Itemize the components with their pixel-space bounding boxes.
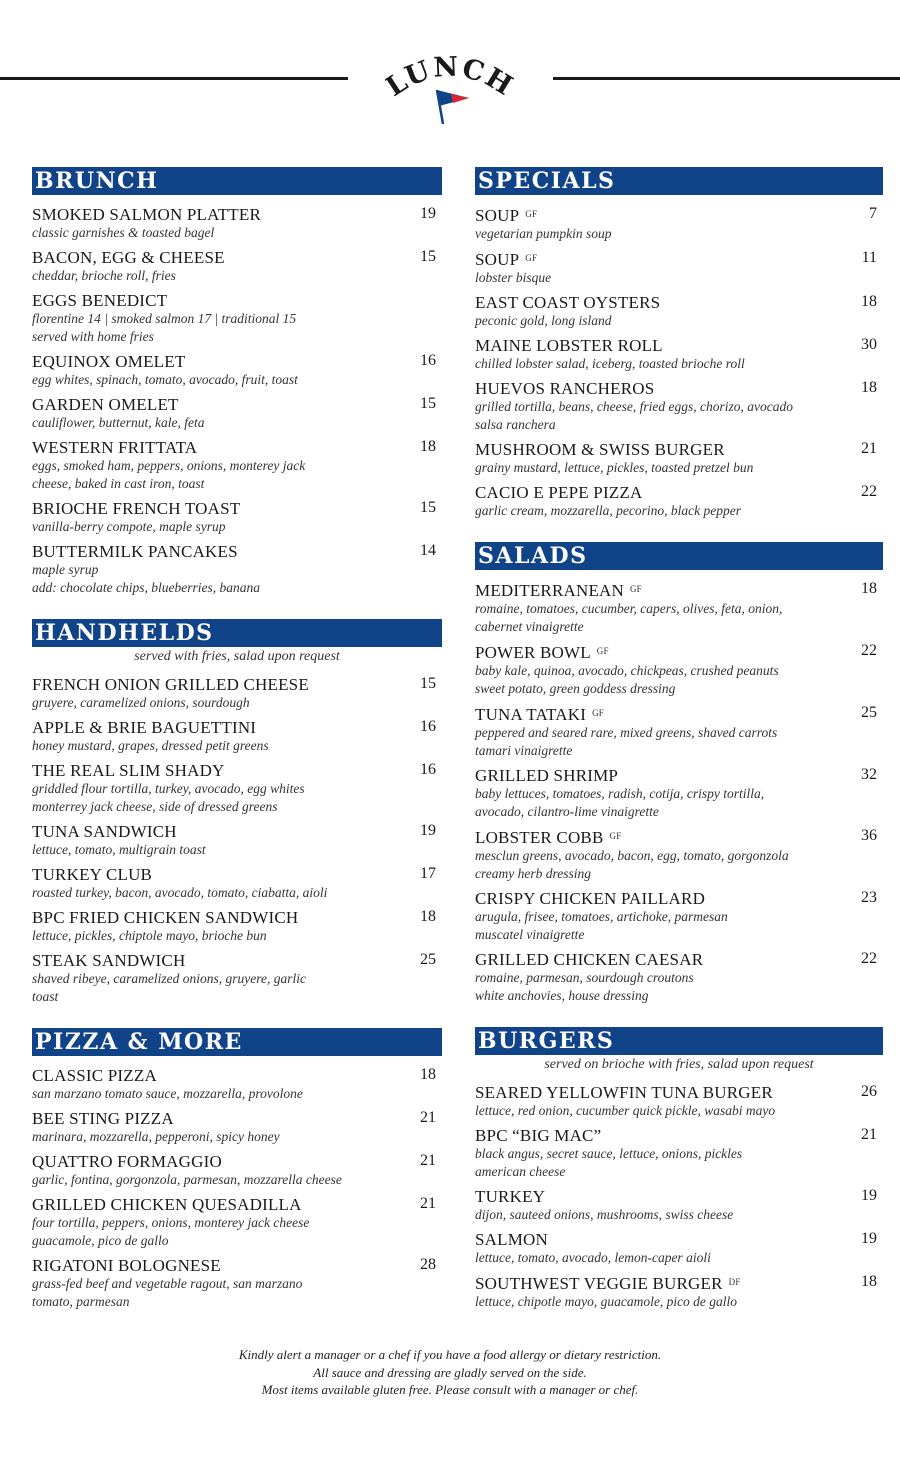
- item-name: BACON, EGG & CHEESE: [32, 248, 225, 267]
- item-name-line: [32, 865, 402, 884]
- item-description: mesclun greens, avocado, bacon, egg, tomato, gorgonzola: [475, 848, 789, 863]
- item-description: american cheese: [475, 1164, 566, 1179]
- item-name-line: [32, 1066, 402, 1085]
- item-price: 26: [861, 1083, 877, 1100]
- item-description: marinara, mozzarella, pepperoni, spicy honey: [32, 1129, 280, 1144]
- item-description: roasted turkey, bacon, avocado, tomato, ciabatta, aioli: [32, 885, 328, 900]
- section-title: HANDHELDS: [32, 619, 442, 647]
- item-description: grainy mustard, lettuce, pickles, toasted pretzel bun: [475, 460, 754, 475]
- item-description: guacamole, pico de gallo: [32, 1233, 169, 1248]
- item-name-line: [475, 440, 843, 459]
- item-price: 23: [861, 889, 877, 906]
- item-name-line: [32, 542, 402, 561]
- item-description: cabernet vinaigrette: [475, 619, 584, 634]
- item-name: SALMON: [475, 1230, 548, 1249]
- item-name: EAST COAST OYSTERS: [475, 293, 661, 312]
- item-name: FRENCH ONION GRILLED CHEESE: [32, 675, 309, 694]
- lunch-logo: [385, 52, 515, 132]
- item-name: TUNA TATAKI: [475, 705, 587, 724]
- logo-title: UNC: [401, 52, 490, 93]
- item-description: honey mustard, grapes, dressed petit greens: [32, 738, 269, 753]
- item-name: BPC “BIG MAC”: [475, 1126, 602, 1145]
- menu-item: [32, 718, 442, 755]
- section-subtitle: served on brioche with fries, salad upon request: [544, 1057, 814, 1072]
- item-price: 15: [420, 675, 436, 692]
- item-price: 19: [861, 1187, 877, 1204]
- item-name-line: [32, 718, 402, 737]
- item-name-line: [32, 1256, 402, 1275]
- item-price: 18: [861, 1273, 877, 1290]
- item-description: chilled lobster salad, iceberg, toasted brioche roll: [475, 356, 745, 371]
- section-subtitle: served with fries, salad upon request: [134, 649, 340, 664]
- menu-item: [475, 293, 883, 330]
- item-name-line: [475, 704, 843, 724]
- item-name: CRISPY CHICKEN PAILLARD: [475, 889, 706, 908]
- menu-item: [475, 379, 883, 434]
- item-description: monterrey jack cheese, side of dressed greens: [32, 799, 278, 814]
- item-description: egg whites, spinach, tomato, avocado, fruit, toast: [32, 372, 298, 387]
- right-column: [475, 167, 883, 1333]
- item-description: maple syrup: [32, 562, 99, 577]
- item-price: 18: [420, 908, 436, 925]
- menu-item: [32, 908, 442, 945]
- item-price: 28: [420, 1256, 436, 1273]
- item-name: POWER BOWL: [475, 643, 591, 662]
- item-name-line: [32, 675, 402, 694]
- section-title: PIZZA & MORE: [32, 1028, 442, 1056]
- item-description: sweet potato, green goddess dressing: [475, 681, 676, 696]
- item-description: lettuce, red onion, cucumber quick pickle, wasabi mayo: [475, 1103, 776, 1118]
- item-name: BEE STING PIZZA: [32, 1109, 174, 1128]
- item-name-line: [475, 580, 843, 600]
- item-name: EGGS BENEDICT: [32, 291, 168, 310]
- menu-item: [475, 483, 883, 520]
- item-name-line: [475, 1083, 843, 1102]
- item-price: 11: [861, 249, 877, 266]
- menu-item: [32, 248, 442, 285]
- menu-item: [475, 704, 883, 760]
- menu-item: [475, 1230, 883, 1267]
- flag-red-icon: [451, 94, 469, 103]
- section-handhelds: [32, 619, 442, 1006]
- item-name-line: [32, 205, 402, 224]
- item-description: romaine, parmesan, sourdough croutons: [475, 970, 694, 985]
- item-name: BRIOCHE FRENCH TOAST: [32, 499, 241, 518]
- section-title: SPECIALS: [475, 167, 883, 195]
- item-price: 15: [420, 395, 436, 412]
- item-price: 21: [420, 1152, 436, 1169]
- menu-item: [475, 205, 883, 243]
- item-description: shaved ribeye, caramelized onions, gruyere, garlic: [32, 971, 306, 986]
- item-price: 30: [861, 336, 877, 353]
- item-price: 25: [861, 704, 877, 721]
- item-description: classic garnishes & toasted bagel: [32, 225, 215, 240]
- item-description: florentine 14 | smoked salmon 17 | traditional 15: [32, 311, 297, 326]
- item-description: muscatel vinaigrette: [475, 927, 585, 942]
- menu-item: [32, 951, 442, 1006]
- item-price: 14: [420, 542, 436, 559]
- dietary-tag: GF: [592, 708, 604, 718]
- item-name: STEAK SANDWICH: [32, 951, 186, 970]
- item-list: [32, 675, 442, 1006]
- item-description: baby kale, quinoa, avocado, chickpeas, crushed peanuts: [475, 663, 779, 678]
- item-name: MUSHROOM & SWISS BURGER: [475, 440, 725, 459]
- menu-item: [32, 205, 442, 242]
- item-name: THE REAL SLIM SHADY: [32, 761, 225, 780]
- item-name: BUTTERMILK PANCAKES: [32, 542, 238, 561]
- item-list: [475, 580, 883, 1005]
- menu-item: [475, 1273, 883, 1311]
- menu-item: [32, 352, 442, 389]
- item-name: GRILLED SHRIMP: [475, 766, 619, 785]
- menu-item: [475, 249, 883, 287]
- item-name: CACIO E PEPE PIZZA: [475, 483, 643, 502]
- menu-item: [32, 675, 442, 712]
- item-name: SMOKED SALMON PLATTER: [32, 205, 261, 224]
- item-list: [32, 1066, 442, 1311]
- item-price: 16: [420, 761, 436, 778]
- menu-item: [32, 1109, 442, 1146]
- item-name-line: [475, 827, 843, 847]
- item-name-line: [475, 1126, 843, 1145]
- item-price: 21: [420, 1109, 436, 1126]
- item-name-line: [475, 205, 843, 225]
- menu-item: [32, 761, 442, 816]
- menu-item: [475, 766, 883, 821]
- dietary-tag: GF: [525, 209, 538, 219]
- section-salads: [475, 542, 883, 1005]
- item-name: TUNA SANDWICH: [32, 822, 177, 841]
- item-price: 7: [869, 205, 877, 222]
- item-description: lettuce, tomato, multigrain toast: [32, 842, 206, 857]
- item-name-line: [32, 352, 402, 371]
- item-name: SOUP: [475, 250, 520, 269]
- menu-item: [32, 499, 442, 536]
- menu-item: [32, 542, 442, 597]
- item-description: white anchovies, house dressing: [475, 988, 649, 1003]
- item-price: 36: [861, 827, 877, 844]
- item-name: SOUTHWEST VEGGIE BURGER: [475, 1274, 723, 1293]
- item-price: 22: [861, 483, 877, 500]
- section-burgers: [475, 1027, 883, 1311]
- section-brunch: [32, 167, 442, 597]
- item-description: romaine, tomatoes, cucumber, capers, olives, feta, onion,: [475, 601, 783, 616]
- item-name: GRILLED CHICKEN QUESADILLA: [32, 1195, 302, 1214]
- item-name: GRILLED CHICKEN CAESAR: [475, 950, 704, 969]
- item-name-line: [32, 291, 402, 310]
- item-name-line: [475, 1187, 843, 1206]
- footer-line: Kindly alert a manager or a chef if you have a food allergy or dietary restriction.: [238, 1347, 662, 1362]
- item-description: dijon, sauteed onions, mushrooms, swiss cheese: [475, 1207, 734, 1222]
- menu-item: [32, 1152, 442, 1189]
- item-list: [475, 205, 883, 520]
- menu-item: [32, 865, 442, 902]
- item-name-line: [32, 395, 402, 414]
- item-price: 18: [861, 293, 877, 310]
- menu-item: [32, 822, 442, 859]
- item-description: add: chocolate chips, blueberries, banana: [32, 580, 260, 595]
- item-name-line: [32, 248, 402, 267]
- item-name-line: [32, 1195, 402, 1214]
- item-description: vanilla-berry compote, maple syrup: [32, 519, 226, 534]
- item-description: gruyere, caramelized onions, sourdough: [32, 695, 250, 710]
- item-name: QUATTRO FORMAGGIO: [32, 1152, 222, 1171]
- dietary-tag: DF: [728, 1277, 741, 1287]
- item-price: 18: [420, 438, 436, 455]
- item-price: 19: [420, 822, 436, 839]
- item-description: four tortilla, peppers, onions, monterey jack cheese: [32, 1215, 310, 1230]
- item-price: 21: [861, 1126, 877, 1143]
- item-price: 18: [861, 379, 877, 396]
- dietary-tag: GF: [525, 253, 538, 263]
- item-name: HUEVOS RANCHEROS: [475, 379, 655, 398]
- item-name-line: [475, 1273, 843, 1293]
- item-price: 22: [861, 950, 877, 967]
- item-name: SOUP: [475, 206, 520, 225]
- item-name: APPLE & BRIE BAGUETTINI: [32, 718, 257, 737]
- item-price: 19: [420, 205, 436, 222]
- dietary-tag: GF: [629, 584, 642, 594]
- menu-item: [32, 1195, 442, 1250]
- item-description: baby lettuces, tomatoes, radish, cotija, crispy tortilla,: [475, 786, 765, 801]
- menu-item: [475, 827, 883, 883]
- item-price: 16: [420, 718, 436, 735]
- item-name-line: [475, 483, 843, 502]
- item-name: GARDEN OMELET: [32, 395, 179, 414]
- dietary-tag: GF: [609, 831, 622, 841]
- item-description: eggs, smoked ham, peppers, onions, monterey jack: [32, 458, 306, 473]
- footer-line: All sauce and dressing are gladly served on the side.: [313, 1364, 587, 1380]
- menu-item: [475, 580, 883, 636]
- item-price: 15: [420, 499, 436, 516]
- item-description: grilled tortilla, beans, cheese, fried eggs, chorizo, avocado: [475, 399, 793, 414]
- item-price: 32: [861, 766, 877, 783]
- item-description: cauliflower, butternut, kale, feta: [32, 415, 205, 430]
- menu-item: [475, 440, 883, 477]
- item-description: garlic, fontina, gorgonzola, parmesan, mozzarella cheese: [32, 1172, 342, 1187]
- item-description: lettuce, tomato, avocado, lemon-caper aioli: [475, 1250, 711, 1265]
- item-name-line: [32, 438, 402, 457]
- menu-item: [475, 1187, 883, 1224]
- item-description: black angus, secret sauce, lettuce, onions, pickles: [475, 1146, 743, 1161]
- item-name-line: [32, 822, 402, 841]
- item-name-line: [475, 249, 843, 269]
- item-description: griddled flour tortilla, turkey, avocado, egg whites: [32, 781, 305, 796]
- menu-item: [475, 1083, 883, 1120]
- section-title: SALADS: [475, 542, 883, 570]
- item-description: grass-fed beef and vegetable ragout, san marzano: [32, 1276, 303, 1291]
- menu-item: [32, 1066, 442, 1103]
- item-name-line: [475, 1230, 843, 1249]
- item-list: [32, 205, 442, 597]
- section-specials: [475, 167, 883, 520]
- item-description: peppered and seared rare, mixed greens, shaved carrots: [475, 725, 778, 740]
- item-price: 15: [420, 248, 436, 265]
- item-description: creamy herb dressing: [475, 866, 591, 881]
- item-name-line: [475, 379, 843, 398]
- menu-item: [475, 642, 883, 698]
- item-name-line: [475, 950, 843, 969]
- item-price: 21: [420, 1195, 436, 1212]
- item-description: cheese, baked in cast iron, toast: [32, 476, 205, 491]
- allergy-notice: [0, 1346, 900, 1399]
- item-name-line: [475, 889, 843, 908]
- item-description: garlic cream, mozzarella, pecorino, black pepper: [475, 503, 741, 518]
- item-price: 19: [861, 1230, 877, 1247]
- item-description: avocado, cilantro-lime vinaigrette: [475, 804, 659, 819]
- item-name-line: [32, 951, 402, 970]
- menu-item: [32, 395, 442, 432]
- item-description: tomato, parmesan: [32, 1294, 130, 1309]
- item-price: 22: [861, 642, 877, 659]
- item-name: MEDITERRANEAN: [475, 581, 624, 600]
- item-name: RIGATONI BOLOGNESE: [32, 1256, 221, 1275]
- item-name: TURKEY CLUB: [32, 865, 153, 884]
- item-name: TURKEY: [475, 1187, 546, 1206]
- item-name: LOBSTER COBB: [475, 828, 604, 847]
- item-name-line: [475, 642, 843, 662]
- item-description: tamari vinaigrette: [475, 743, 573, 758]
- section-title: BRUNCH: [32, 167, 442, 195]
- item-price: 18: [420, 1066, 436, 1083]
- item-price: 18: [861, 580, 877, 597]
- item-name: SEARED YELLOWFIN TUNA BURGER: [475, 1083, 773, 1102]
- item-description: vegetarian pumpkin soup: [475, 226, 612, 241]
- menu-item: [32, 438, 442, 493]
- item-name-line: [32, 761, 402, 780]
- item-description: salsa ranchera: [475, 417, 556, 432]
- item-name-line: [475, 766, 843, 785]
- menu-item: [475, 1126, 883, 1181]
- footer-line: Most items available gluten free. Please consult with a manager or chef.: [261, 1382, 639, 1397]
- item-price: 16: [420, 352, 436, 369]
- item-name: BPC FRIED CHICKEN SANDWICH: [32, 908, 299, 927]
- item-description: served with home fries: [32, 329, 154, 344]
- item-price: 17: [420, 865, 436, 882]
- lunch-logo-graphic: [385, 52, 515, 132]
- menu-item: [475, 950, 883, 1005]
- item-name-line: [32, 499, 402, 518]
- menu-item: [32, 291, 442, 346]
- item-name-line: [32, 1109, 402, 1128]
- item-description: lettuce, pickles, chiptole mayo, brioche bun: [32, 928, 267, 943]
- item-name-line: [32, 1152, 402, 1171]
- item-name-line: [475, 336, 843, 355]
- item-description: peconic gold, long island: [475, 313, 612, 328]
- item-name-line: [475, 293, 843, 312]
- item-description: toast: [32, 989, 59, 1004]
- menu-item: [32, 1256, 442, 1311]
- menu-item: [475, 889, 883, 944]
- item-name: WESTERN FRITTATA: [32, 438, 198, 457]
- item-description: san marzano tomato sauce, mozzarella, provolone: [32, 1086, 303, 1101]
- menu-item: [475, 336, 883, 373]
- item-name: MAINE LOBSTER ROLL: [475, 336, 663, 355]
- item-description: lobster bisque: [475, 270, 552, 285]
- dietary-tag: GF: [596, 646, 609, 656]
- header-rule-left: [0, 77, 348, 80]
- section-title: BURGERS: [475, 1027, 883, 1055]
- item-description: lettuce, chipotle mayo, guacamole, pico de gallo: [475, 1294, 738, 1309]
- item-description: arugula, frisee, tomatoes, artichoke, parmesan: [475, 909, 728, 924]
- item-list: [475, 1083, 883, 1311]
- section-pizza-and-more: [32, 1028, 442, 1311]
- item-description: cheddar, brioche roll, fries: [32, 268, 176, 283]
- header-rule-right: [553, 77, 900, 80]
- item-price: 21: [861, 440, 877, 457]
- item-name-line: [32, 908, 402, 927]
- item-price: 25: [420, 951, 436, 968]
- item-name: EQUINOX OMELET: [32, 352, 186, 371]
- item-name: CLASSIC PIZZA: [32, 1066, 157, 1085]
- left-column: [32, 167, 442, 1333]
